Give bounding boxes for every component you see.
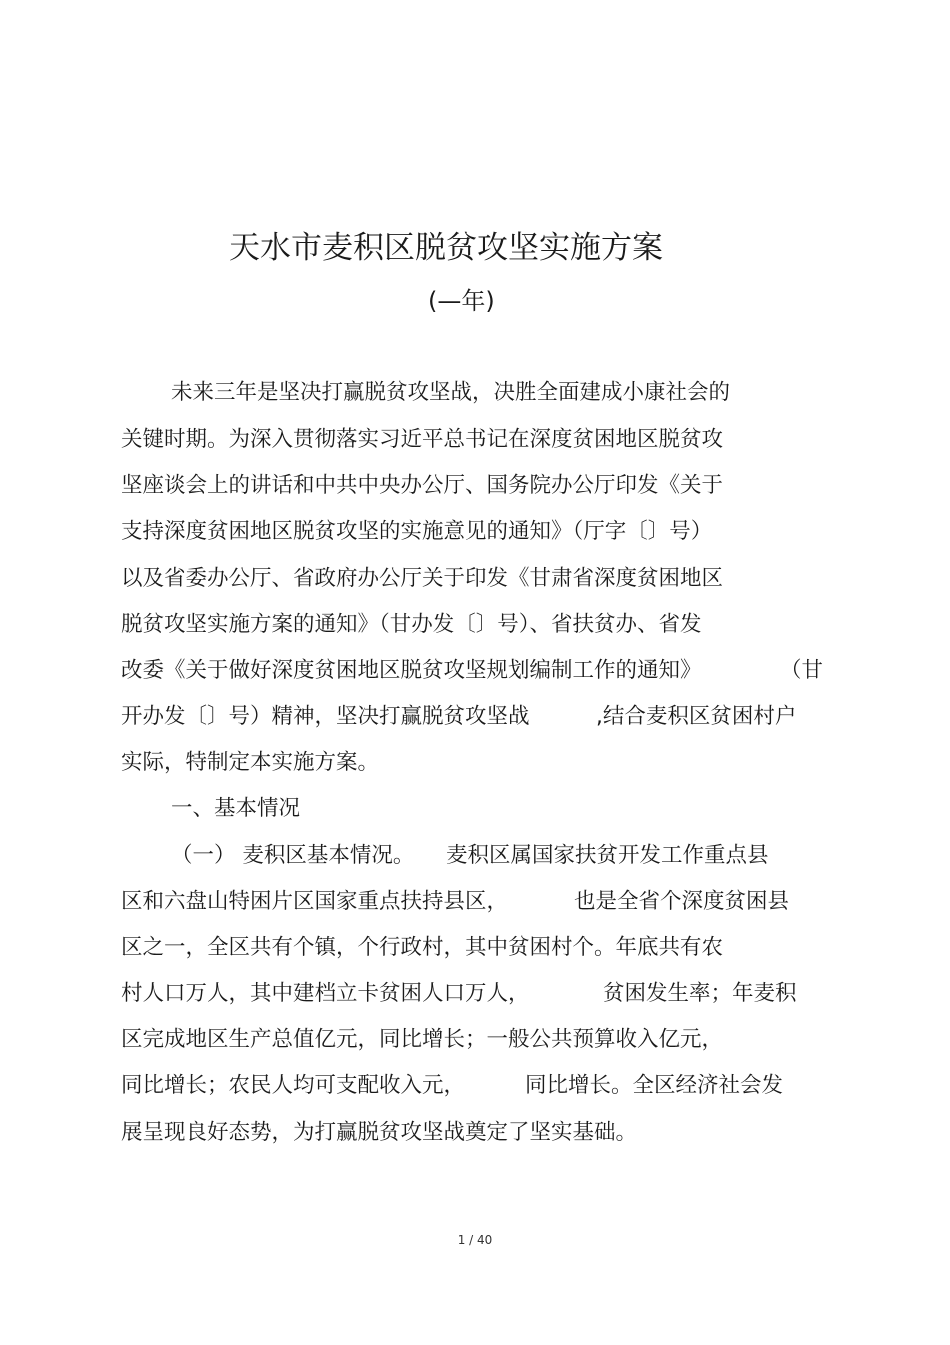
paragraph-line: 区完成地区生产总值亿元，同比增长；一般公共预算收入亿元， — [121, 1027, 724, 1052]
document-title: 天水市麦积区脱贫攻坚实施方案 — [229, 230, 663, 266]
paragraph-line: 实际，特制定本实施方案。 — [121, 750, 380, 775]
paragraph-line: 区和六盘山特困片区国家重点扶持县区， — [121, 889, 509, 914]
paragraph-line: 同比增长。全区经济社会发 — [525, 1073, 784, 1098]
paragraph-line: 区之一，全区共有个镇，个行政村，其中贫困村个。年底共有农 — [121, 935, 724, 960]
paragraph-line: 也是全省个深度贫困县 — [574, 889, 790, 914]
paragraph-line: 坚座谈会上的讲话和中共中央办公厅、国务院办公厅印发《关于 — [121, 473, 724, 498]
paragraph-line: （甘 — [780, 658, 824, 683]
section-heading: 一、基本情况 — [171, 796, 301, 821]
paragraph-line: 关键时期。为深入贯彻落实习近平总书记在深度贫困地区脱贫攻 — [121, 427, 724, 452]
paragraph-line: 未来三年是坚决打赢脱贫攻坚战，决胜全面建成小康社会的 — [171, 380, 731, 405]
paragraph-line: 同比增长；农民人均可支配收入元， — [121, 1073, 466, 1098]
paragraph-line: 支持深度贫困地区脱贫攻坚的实施意见的通知》（厅字〔〕号） — [121, 519, 713, 544]
document-subtitle: (—年) — [428, 287, 495, 315]
page-indicator: 1 / 40 — [457, 1233, 493, 1247]
paragraph-line: ,结合麦积区贫困村户 — [596, 704, 797, 729]
paragraph-line: 开办发〔〕号）精神，坚决打赢脱贫攻坚战 — [121, 704, 530, 729]
paragraph-line: （一） 麦积区基本情况。 — [171, 843, 415, 868]
paragraph-line: 脱贫攻坚实施方案的通知》（甘办发〔〕号）、省扶贫办、省发 — [121, 612, 702, 637]
paragraph-line: 麦积区属国家扶贫开发工作重点县 — [446, 843, 769, 868]
paragraph-line: 展呈现良好态势，为打赢脱贫攻坚战奠定了坚实基础。 — [121, 1120, 638, 1145]
paragraph-line: 村人口万人，其中建档立卡贫困人口万人， — [121, 981, 530, 1006]
paragraph-line: 贫困发生率；年麦积 — [603, 981, 797, 1006]
paragraph-line: 改委《关于做好深度贫困地区脱贫攻坚规划编制工作的通知》 — [121, 658, 702, 683]
paragraph-line: 以及省委办公厅、省政府办公厅关于印发《甘肃省深度贫困地区 — [121, 566, 724, 591]
